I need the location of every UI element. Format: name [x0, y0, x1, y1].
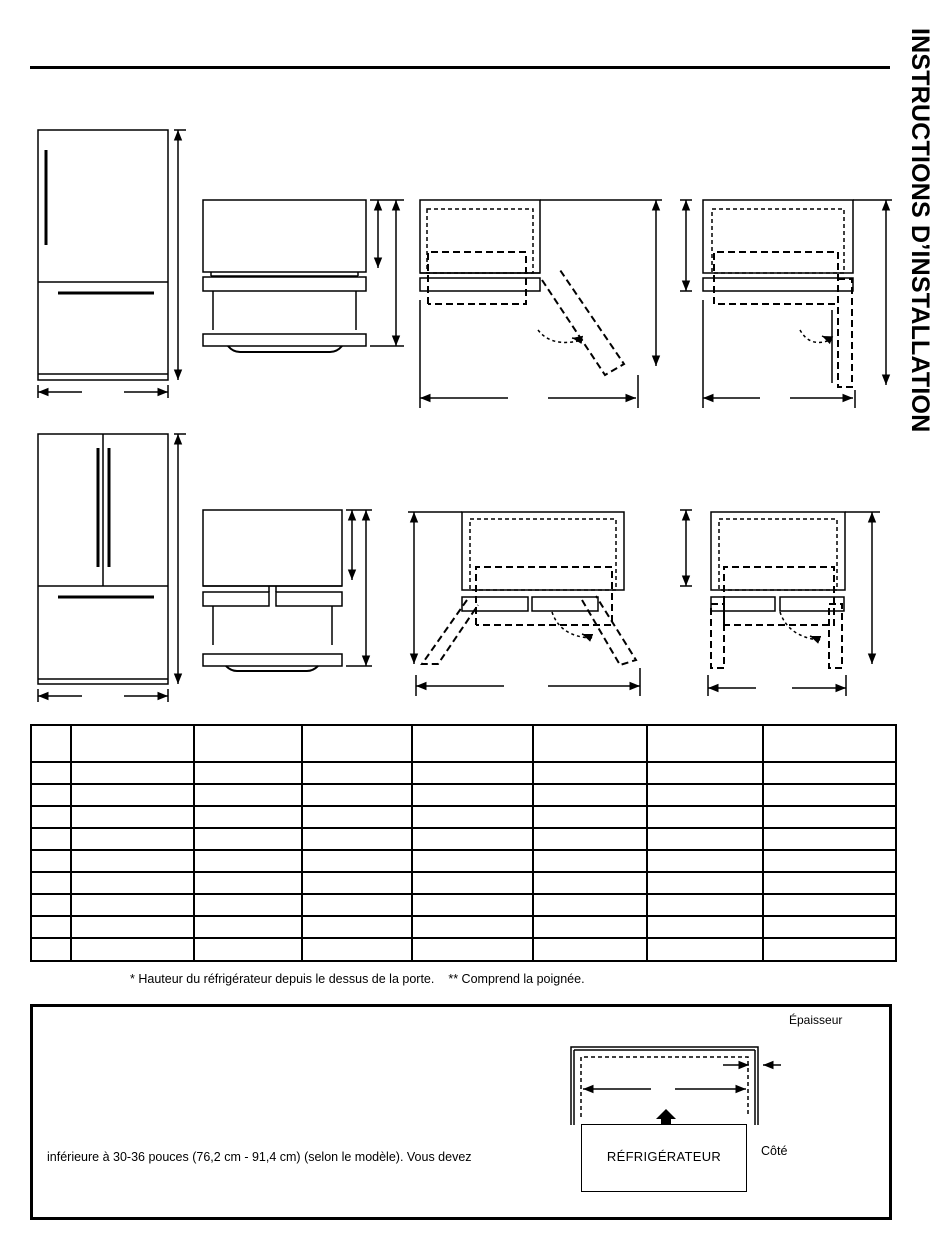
table-row — [31, 894, 896, 916]
table-cell — [412, 938, 533, 961]
table-footnote — [130, 972, 585, 986]
table-cell — [412, 916, 533, 938]
table-cell — [533, 916, 647, 938]
table-cell — [194, 762, 302, 784]
table-cell — [533, 828, 647, 850]
clearance-info-box — [30, 1004, 892, 1220]
refrigerator-label: RÉFRIGÉRATEUR — [606, 1149, 722, 1164]
table-cell — [533, 762, 647, 784]
footnote-handle: ** Comprend la poignée. — [448, 972, 585, 986]
table-cell — [533, 784, 647, 806]
table-row — [31, 784, 896, 806]
table-cell — [194, 938, 302, 961]
table-cell — [763, 784, 896, 806]
clearance-text: inférieure à 30-36 pouces (76,2 cm - 91,4 cm) (selon le modèle). Vous devez — [47, 1150, 472, 1164]
table-cell — [533, 850, 647, 872]
table-cell — [194, 784, 302, 806]
table-cell — [763, 828, 896, 850]
table-cell — [763, 894, 896, 916]
footnote-height: * Hauteur du réfrigérateur depuis le dessus de la porte. — [130, 972, 435, 986]
table-cell — [71, 828, 194, 850]
table-cell — [302, 850, 412, 872]
table-cell — [71, 938, 194, 961]
table-cell — [533, 872, 647, 894]
table-cell — [31, 850, 71, 872]
table-cell — [412, 850, 533, 872]
table-cell — [71, 806, 194, 828]
table-cell — [647, 762, 763, 784]
table-cell — [302, 938, 412, 961]
cabinet-top-view-diagram — [563, 1043, 783, 1133]
table-cell — [31, 872, 71, 894]
table-cell — [533, 806, 647, 828]
table-cell — [71, 850, 194, 872]
top-view-door-open-bottom-freezer — [420, 200, 662, 408]
table-cell — [763, 938, 896, 961]
table-cell — [194, 725, 302, 762]
table-cell — [194, 828, 302, 850]
table-row — [31, 938, 896, 961]
dimensions-table — [30, 724, 897, 962]
side-label: Côté — [761, 1144, 788, 1158]
table-cell — [763, 762, 896, 784]
table-cell — [31, 762, 71, 784]
side-view-bottom-freezer — [203, 200, 404, 352]
front-view-bottom-freezer — [38, 130, 186, 398]
table-cell — [31, 916, 71, 938]
table-cell — [194, 916, 302, 938]
table-cell — [302, 784, 412, 806]
table-cell — [71, 872, 194, 894]
table-cell — [647, 850, 763, 872]
up-arrow-icon — [656, 1109, 676, 1125]
table-cell — [763, 850, 896, 872]
table-cell — [71, 916, 194, 938]
table-cell — [194, 806, 302, 828]
table-cell — [533, 938, 647, 961]
table-cell — [412, 872, 533, 894]
table-cell — [31, 806, 71, 828]
table-cell — [31, 894, 71, 916]
table-row — [31, 872, 896, 894]
table-row — [31, 762, 896, 784]
front-view-french-door — [38, 434, 186, 702]
table-cell — [71, 725, 194, 762]
table-cell — [71, 762, 194, 784]
table-cell — [194, 872, 302, 894]
table-cell — [412, 828, 533, 850]
table-header-row — [31, 725, 896, 762]
table-cell — [763, 872, 896, 894]
table-cell — [412, 806, 533, 828]
table-cell — [31, 725, 71, 762]
table-cell — [763, 806, 896, 828]
table-row — [31, 806, 896, 828]
table-row — [31, 850, 896, 872]
table-row — [31, 916, 896, 938]
table-cell — [533, 894, 647, 916]
top-view-doors-90-french-door — [680, 510, 880, 696]
table-cell — [412, 762, 533, 784]
table-cell — [302, 894, 412, 916]
side-view-french-door — [203, 510, 372, 671]
table-cell — [31, 828, 71, 850]
table-row — [31, 828, 896, 850]
table-cell — [31, 938, 71, 961]
refrigerator-box — [581, 1124, 747, 1192]
table-cell — [647, 725, 763, 762]
table-cell — [412, 784, 533, 806]
table-cell — [302, 872, 412, 894]
thickness-label: Épaisseur — [789, 1013, 843, 1027]
table-cell — [647, 806, 763, 828]
side-title-text: INSTRUCTIONS D’INSTALLATION — [906, 28, 934, 433]
table-cell — [194, 850, 302, 872]
table-cell — [647, 872, 763, 894]
table-cell — [533, 725, 647, 762]
top-view-doors-open-french-door — [408, 512, 640, 696]
table-cell — [763, 725, 896, 762]
table-cell — [763, 916, 896, 938]
table-cell — [194, 894, 302, 916]
table-cell — [647, 784, 763, 806]
table-cell — [31, 784, 71, 806]
table-cell — [302, 806, 412, 828]
table-cell — [412, 725, 533, 762]
table-cell — [302, 725, 412, 762]
table-cell — [647, 828, 763, 850]
top-view-door-90-bottom-freezer — [680, 200, 892, 408]
table-cell — [71, 784, 194, 806]
table-cell — [71, 894, 194, 916]
table-cell — [302, 762, 412, 784]
table-cell — [412, 894, 533, 916]
table-cell — [647, 894, 763, 916]
table-cell — [647, 916, 763, 938]
table-cell — [302, 916, 412, 938]
table-cell — [302, 828, 412, 850]
table-cell — [647, 938, 763, 961]
